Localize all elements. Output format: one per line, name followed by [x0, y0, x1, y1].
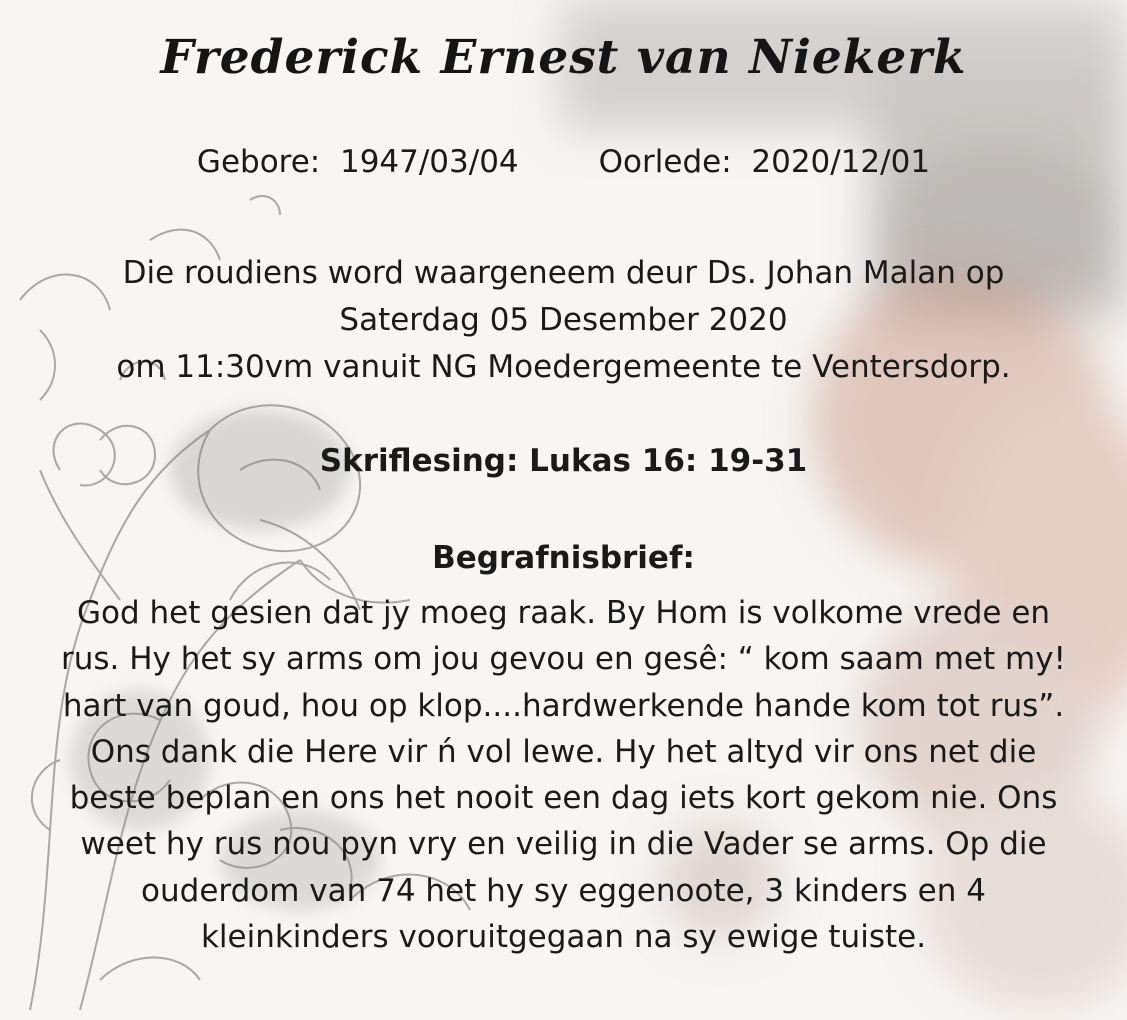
service-line: Saterdag 05 Desember 2020: [339, 302, 788, 338]
died-label: Oorlede:: [598, 144, 732, 180]
deceased-name: Frederick Ernest van Niekerk: [160, 30, 967, 85]
died-date: 2020/12/01: [751, 144, 931, 180]
service-details: [0, 250, 1127, 391]
scripture-reference: Lukas 16: 19-31: [529, 443, 808, 479]
letter-line: rus. Hy het sy arms om jou gevou en gesê: “ kom saam met my!: [61, 641, 1066, 678]
letter-line: beste beplan en ons het nooit een dag iets kort gekom nie. Ons: [69, 780, 1058, 817]
letter-heading: Begrafnisbrief:: [432, 540, 695, 576]
service-line: Die roudiens word waargeneem deur Ds. Johan Malan op: [122, 255, 1005, 291]
letter-line: weet hy rus nou pyn vry en veilig in die Vader se arms. Op die: [80, 826, 1047, 863]
scripture-reading: [0, 443, 1127, 479]
letter-line: Ons dank die Here vir ń vol lewe. Hy het altyd vir ons net die: [90, 733, 1037, 770]
service-line: om 11:30vm vanuit NG Moedergemeente te Ventersdorp.: [116, 349, 1011, 385]
funeral-letter: [0, 590, 1127, 960]
born-date: 1947/03/04: [339, 144, 519, 180]
letter-line: hart van goud, hou op klop....hardwerkende hande kom tot rus”.: [62, 687, 1065, 724]
dates-row: [0, 144, 1127, 180]
born-label: Gebore:: [196, 144, 321, 180]
letter-line: kleinkinders vooruitgegaan na sy ewige tuiste.: [200, 919, 927, 956]
scripture-label: Skriflesing:: [319, 443, 519, 479]
letter-line: ouderdom van 74 het hy sy eggenoote, 3 kinders en 4: [141, 872, 986, 909]
letter-line: God het gesien dat jy moeg raak. By Hom is volkome vrede en: [76, 595, 1051, 631]
